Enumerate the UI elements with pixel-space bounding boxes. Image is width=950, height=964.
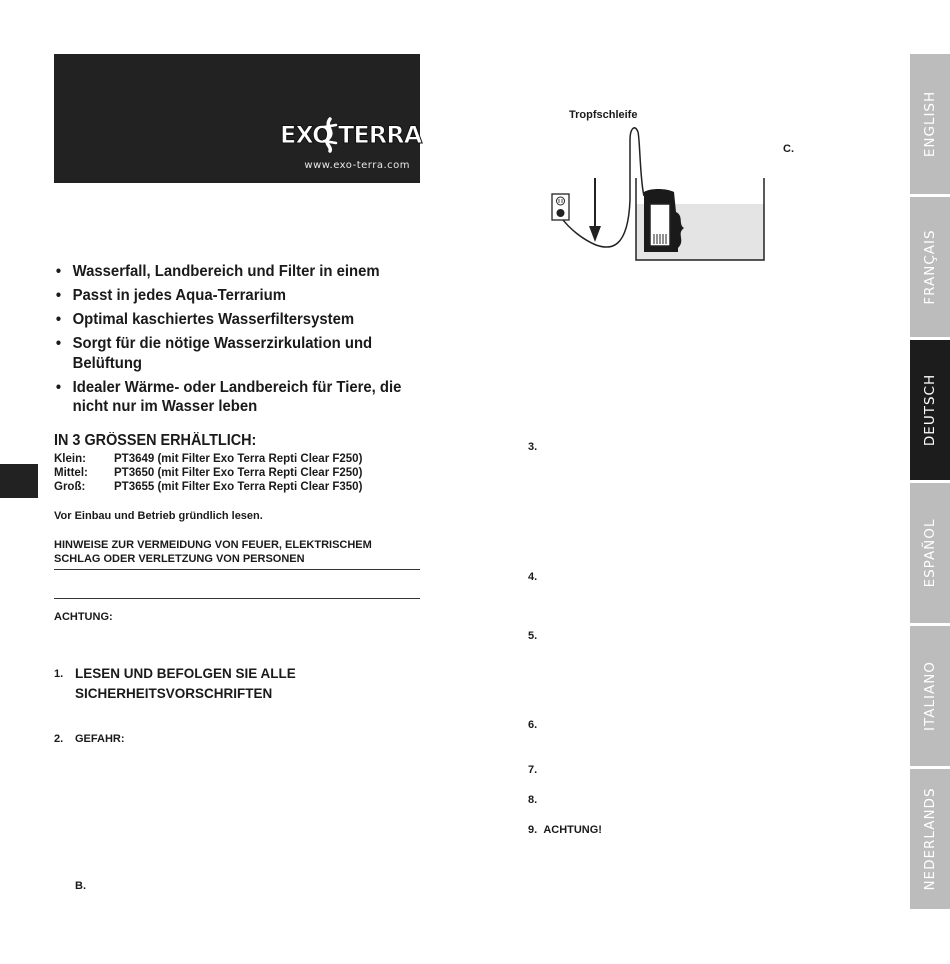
- tab-deutsch[interactable]: [910, 340, 950, 480]
- feature-item: • Passt in jedes Aqua-Terrarium: [54, 286, 426, 306]
- drip-loop-diagram: [540, 100, 810, 270]
- tab-italiano[interactable]: [910, 626, 950, 766]
- tab-nederlands[interactable]: [910, 769, 950, 909]
- sizes-table: [54, 452, 362, 494]
- feature-text: Idealer Wärme- oder Landbereich für Tiere, die nicht nur im Wasser leben: [72, 378, 402, 415]
- power-cord: [560, 128, 644, 247]
- size-row: [54, 480, 362, 494]
- item-number: 2.: [54, 733, 64, 745]
- feature-item: [54, 378, 426, 417]
- tab-label: FRANÇAIS: [922, 229, 938, 305]
- item-number: 1.: [54, 668, 64, 680]
- feature-text: Sorgt für die nötige Wasserzirkulation und Belüftung: [72, 335, 373, 372]
- feature-list: [54, 262, 424, 421]
- read-note: Vor Einbau und Betrieb gründlich lesen.: [54, 510, 263, 522]
- item-number: 9.: [528, 824, 538, 836]
- tab-label: ESPAÑOL: [922, 518, 938, 588]
- size-label: Klein:: [54, 453, 86, 465]
- size-value: PT3655 (mit Filter Exo Terra Repti Clear F350): [114, 481, 363, 493]
- gecko-icon: [278, 113, 422, 153]
- tab-espanol[interactable]: [910, 483, 950, 623]
- size-label: Groß:: [54, 481, 86, 493]
- size-label: Mittel:: [54, 467, 88, 479]
- size-row: [54, 466, 362, 480]
- item-number: 3.: [528, 441, 538, 453]
- item-number: 8.: [528, 794, 538, 806]
- divider: [54, 598, 420, 599]
- feature-item: [54, 334, 426, 373]
- feature-item: • Wasserfall, Landbereich und Filter in einem: [54, 262, 426, 282]
- item-number: 5.: [528, 630, 538, 642]
- tab-english[interactable]: [910, 54, 950, 194]
- section-marker: [0, 464, 38, 498]
- safety-heading: HINWEISE ZUR VERMEIDUNG VON FEUER, ELEKTRISCHEM SCHLAG ODER VERLETZUNG VON PERSONEN: [54, 539, 372, 565]
- caution-label: ACHTUNG:: [54, 611, 113, 623]
- item-number: 7.: [528, 764, 538, 776]
- size-row: [54, 452, 362, 466]
- item-number: 4.: [528, 571, 538, 583]
- svg-text:EXO: EXO: [280, 121, 332, 149]
- size-value: PT3649 (mit Filter Exo Terra Repti Clear F250): [114, 453, 363, 465]
- tab-label: ENGLISH: [922, 90, 938, 158]
- tab-label: ITALIANO: [922, 661, 938, 731]
- item-text: ACHTUNG!: [543, 824, 602, 836]
- item-text: LESEN UND BEFOLGEN SIE ALLE SICHERHEITSVORSCHRIFTEN: [75, 666, 296, 701]
- tab-label: NEDERLANDS: [922, 787, 938, 891]
- exo-terra-logo: [278, 113, 422, 153]
- item-9: [528, 823, 602, 837]
- feature-item: • Optimal kaschiertes Wasserfiltersystem: [54, 310, 426, 330]
- item-b-label: B.: [75, 880, 86, 892]
- item-text: GEFAHR:: [75, 733, 125, 745]
- instruction-item-2: [54, 732, 125, 746]
- tab-label: DEUTSCH: [922, 373, 938, 447]
- figure-c-label: C.: [783, 143, 794, 155]
- sizes-title: IN 3 GRÖSSEN ERHÄLTLICH:: [54, 432, 257, 449]
- size-value: PT3650 (mit Filter Exo Terra Repti Clear F250): [114, 467, 363, 479]
- drip-loop-label: Tropfschleife: [569, 109, 638, 121]
- item-number: 6.: [528, 719, 538, 731]
- tab-francais[interactable]: [910, 197, 950, 337]
- website-url: www.exo-terra.com: [304, 160, 410, 171]
- divider: [54, 569, 420, 570]
- svg-text:TERRA: TERRA: [338, 121, 422, 149]
